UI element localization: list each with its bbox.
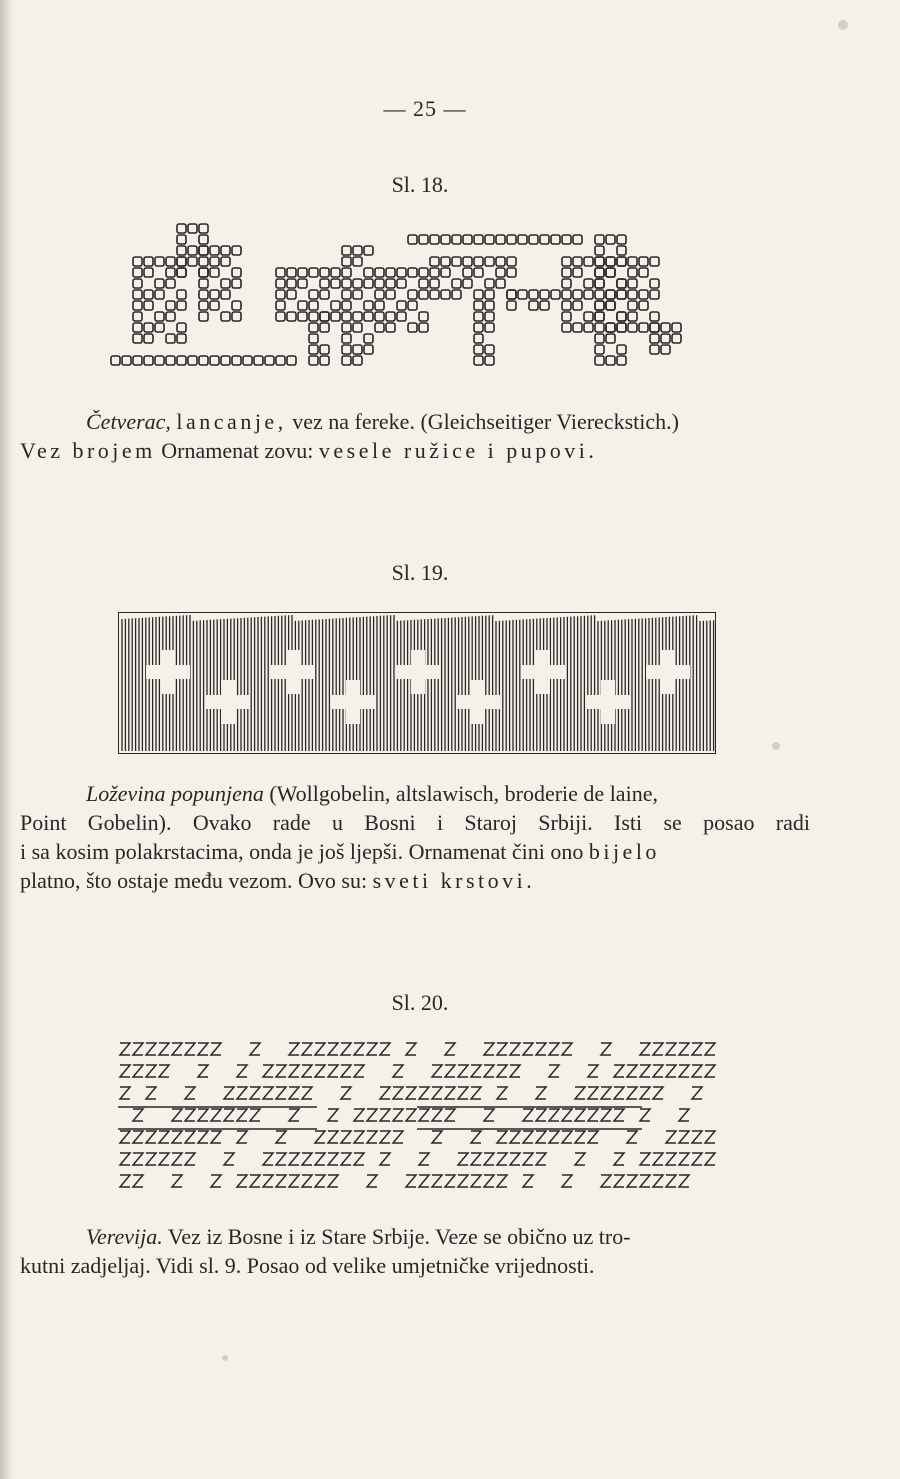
figure-19-caption bbox=[20, 779, 810, 895]
caption-text: platno, što ostaje među vezom. Ovo su: bbox=[20, 868, 368, 893]
caption-term: popunjena bbox=[170, 781, 264, 806]
paper-foxing-spot bbox=[772, 742, 780, 750]
caption-ornament-name: vesele ružice i pupovi. bbox=[318, 438, 598, 463]
caption-text: Point Gobelin). Ovako rade u Bosni i Staroj Srbiji. Isti se posao radi bbox=[20, 810, 810, 835]
caption-term: Loževina bbox=[86, 781, 166, 806]
caption-text: Ornamenat zovu: bbox=[161, 438, 314, 463]
caption-text: Vez iz Bosne i iz Stare Srbije. Veze se obično uz tro- bbox=[167, 1224, 631, 1249]
page-number: — 25 — bbox=[383, 96, 467, 121]
paper-foxing-spot bbox=[838, 20, 848, 30]
figure-18-label: Sl. 18. bbox=[391, 172, 449, 197]
caption-term-spaced: Vez brojem bbox=[20, 438, 156, 463]
figure-18-caption bbox=[20, 407, 810, 465]
caption-text: (Wollgobelin, altslawisch, broderie de laine, bbox=[269, 781, 658, 806]
figure-20-caption bbox=[20, 1222, 810, 1280]
caption-text: kutni zadjeljaj. Vidi sl. 9. Posao od velike umjetničke vrijednosti. bbox=[20, 1253, 595, 1278]
caption-term: Verevija. bbox=[86, 1224, 163, 1249]
page-binding-edge bbox=[0, 0, 14, 1479]
caption-ornament-name: sveti krstovi. bbox=[372, 868, 536, 893]
figure-19-wool-gobelin-band bbox=[118, 612, 716, 754]
figure-19-label: Sl. 19. bbox=[391, 560, 449, 585]
figure-18-chain-stitch-ornament bbox=[110, 212, 710, 382]
caption-term: Četverac, bbox=[86, 409, 171, 434]
figure-20-verevija-ornament bbox=[112, 1035, 722, 1200]
caption-text: vez na fereke. (Gleichseitiger Viereckstich.) bbox=[292, 409, 679, 434]
paper-foxing-spot bbox=[222, 1355, 228, 1361]
figure-20-label: Sl. 20. bbox=[391, 990, 449, 1015]
caption-text: i sa kosim polakrstacima, onda je još ljepši. Ornamenat čini ono bbox=[20, 839, 584, 864]
caption-term-spaced: lancanje, bbox=[176, 409, 287, 434]
caption-emphasis: bijelo bbox=[588, 839, 660, 864]
